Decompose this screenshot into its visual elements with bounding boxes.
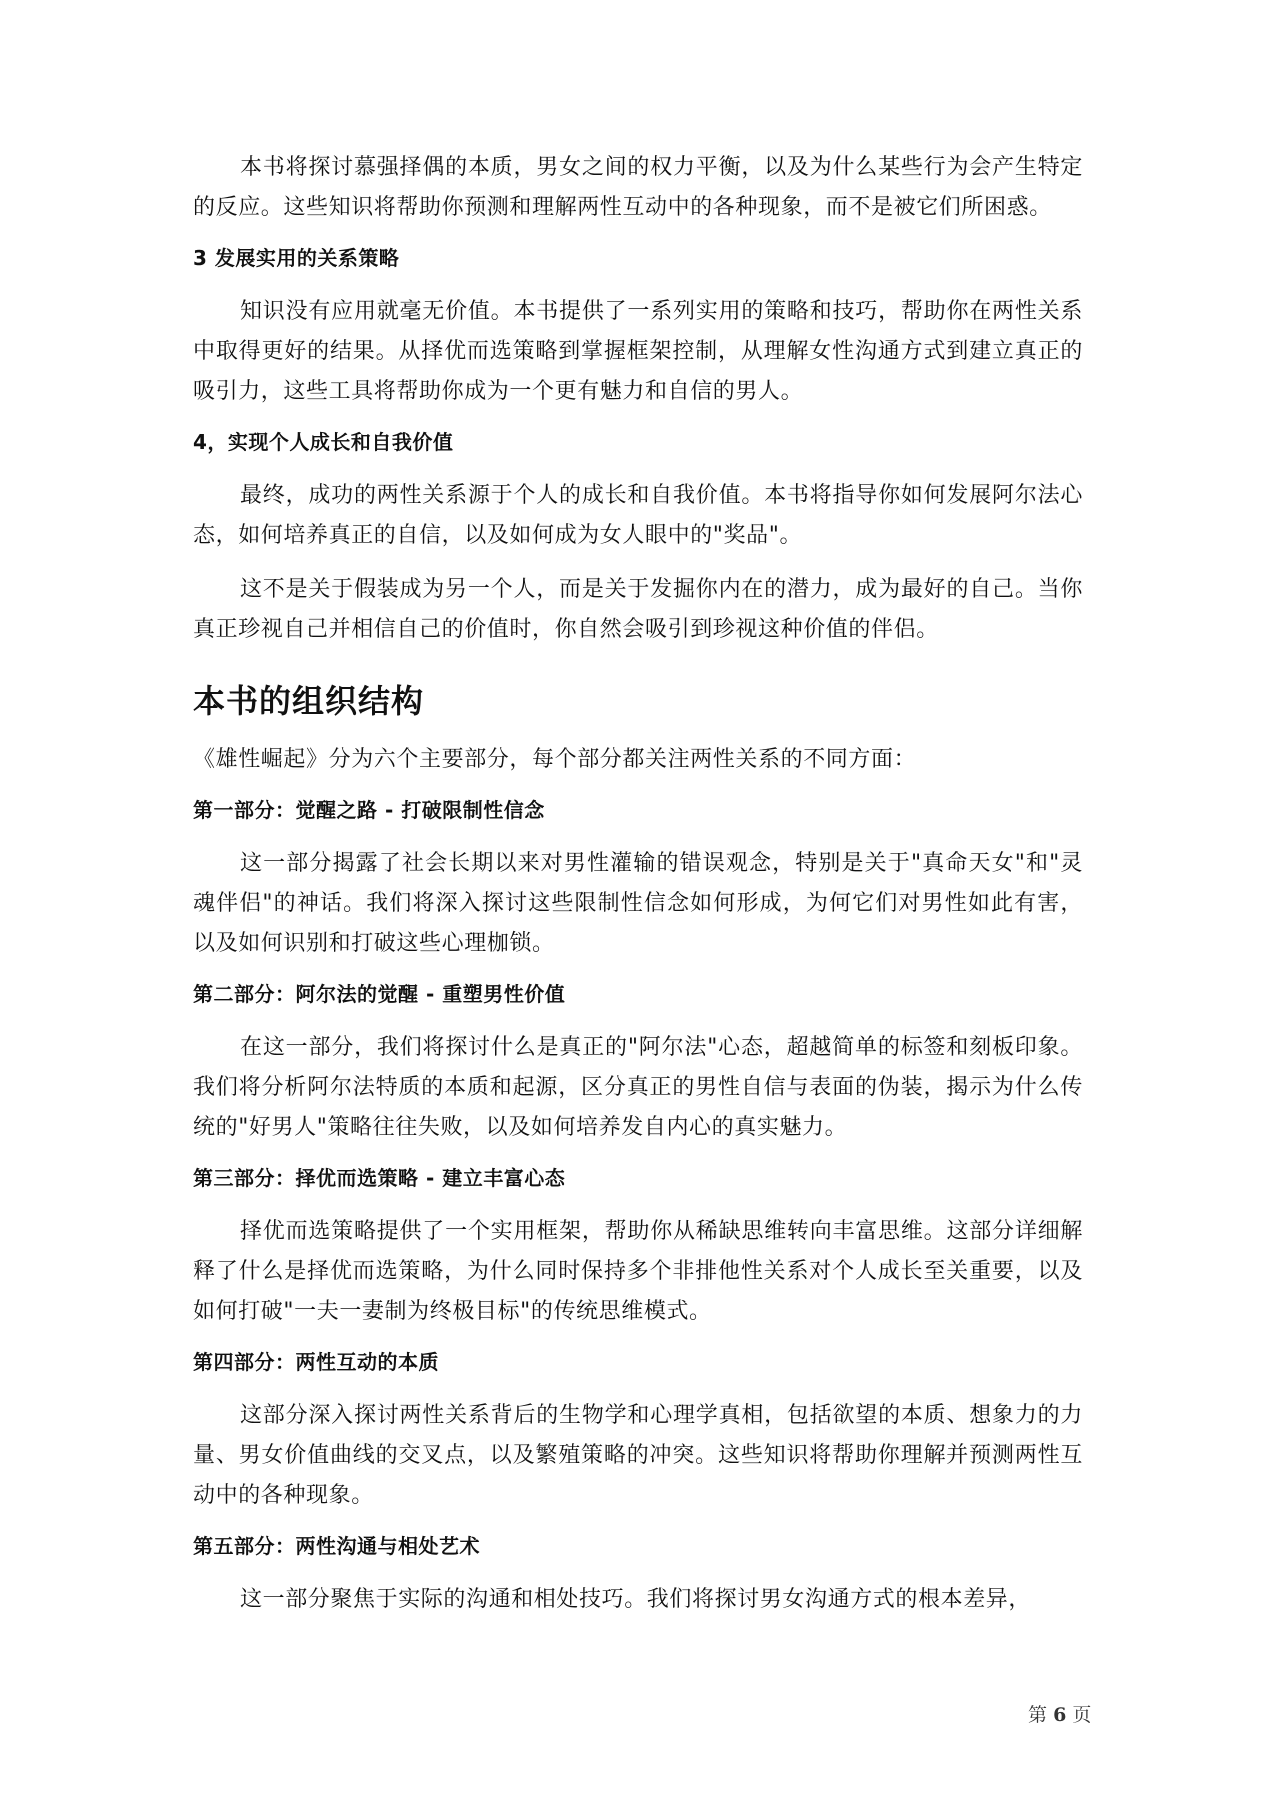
subheading: 第五部分：两性沟通与相处艺术 (193, 1534, 480, 1558)
page-content (193, 148, 1083, 1634)
page-number: 6 (1053, 1704, 1067, 1726)
subheading: 3 发展实用的关系策略 (193, 246, 400, 270)
page-footer (1028, 1700, 1091, 1727)
paragraph: 这一部分聚焦于实际的沟通和相处技巧。我们将探讨男女沟通方式的根本差异， (240, 1587, 1032, 1612)
paragraph: 这一部分揭露了社会长期以来对男性灌输的错误观念，特别是关于"真命天女"和"灵魂伴侣"的神话。我们将深入探讨这些限制性信念如何形成，为何它们对男性如此有害，以及如何识别和打破这些心理枷锁。 (193, 851, 1083, 956)
section-title: 本书的组织结构 (193, 682, 425, 720)
paragraph: 择优而选策略提供了一个实用框架，帮助你从稀缺思维转向丰富思维。这部分详细解释了什么是择优而选策略，为什么同时保持多个非排他性关系对个人成长至关重要，以及如何打破"一夫一妻制为终极目标"的传统思维模式。 (193, 1219, 1083, 1324)
subheading: 第三部分：择优而选策略 - 建立丰富心态 (193, 1166, 566, 1190)
paragraph: 知识没有应用就毫无价值。本书提供了一系列实用的策略和技巧，帮助你在两性关系中取得更好的结果。从择优而选策略到掌握框架控制，从理解女性沟通方式到建立真正的吸引力，这些工具将帮助你成为一个更有魅力和自信的男人。 (193, 299, 1083, 404)
page-number-prefix: 第 (1028, 1704, 1048, 1726)
subheading: 第四部分：两性互动的本质 (193, 1350, 439, 1374)
paragraph: 在这一部分，我们将探讨什么是真正的"阿尔法"心态，超越简单的标签和刻板印象。我们将分析阿尔法特质的本质和起源，区分真正的男性自信与表面的伪装，揭示为什么传统的"好男人"策略往往失败，以及如何培养发自内心的真实魅力。 (193, 1035, 1083, 1140)
paragraph: 这部分深入探讨两性关系背后的生物学和心理学真相，包括欲望的本质、想象力的力量、男女价值曲线的交叉点，以及繁殖策略的冲突。这些知识将帮助你理解并预测两性互动中的各种现象。 (193, 1403, 1083, 1508)
paragraph: 最终，成功的两性关系源于个人的成长和自我价值。本书将指导你如何发展阿尔法心态，如何培养真正的自信，以及如何成为女人眼中的"奖品"。 (193, 483, 1083, 548)
subheading: 第二部分：阿尔法的觉醒 - 重塑男性价值 (193, 982, 566, 1006)
paragraph: 这不是关于假装成为另一个人，而是关于发掘你内在的潜力，成为最好的自己。当你真正珍视自己并相信自己的价值时，你自然会吸引到珍视这种价值的伴侣。 (193, 577, 1083, 642)
paragraph: 《雄性崛起》分为六个主要部分，每个部分都关注两性关系的不同方面： (193, 747, 917, 772)
subheading: 第一部分：觉醒之路 - 打破限制性信念 (193, 798, 545, 822)
paragraph: 本书将探讨慕强择偶的本质，男女之间的权力平衡，以及为什么某些行为会产生特定的反应。这些知识将帮助你预测和理解两性互动中的各种现象，而不是被它们所困惑。 (193, 155, 1083, 220)
subheading: 4，实现个人成长和自我价值 (193, 430, 454, 454)
page-number-suffix: 页 (1072, 1704, 1092, 1726)
